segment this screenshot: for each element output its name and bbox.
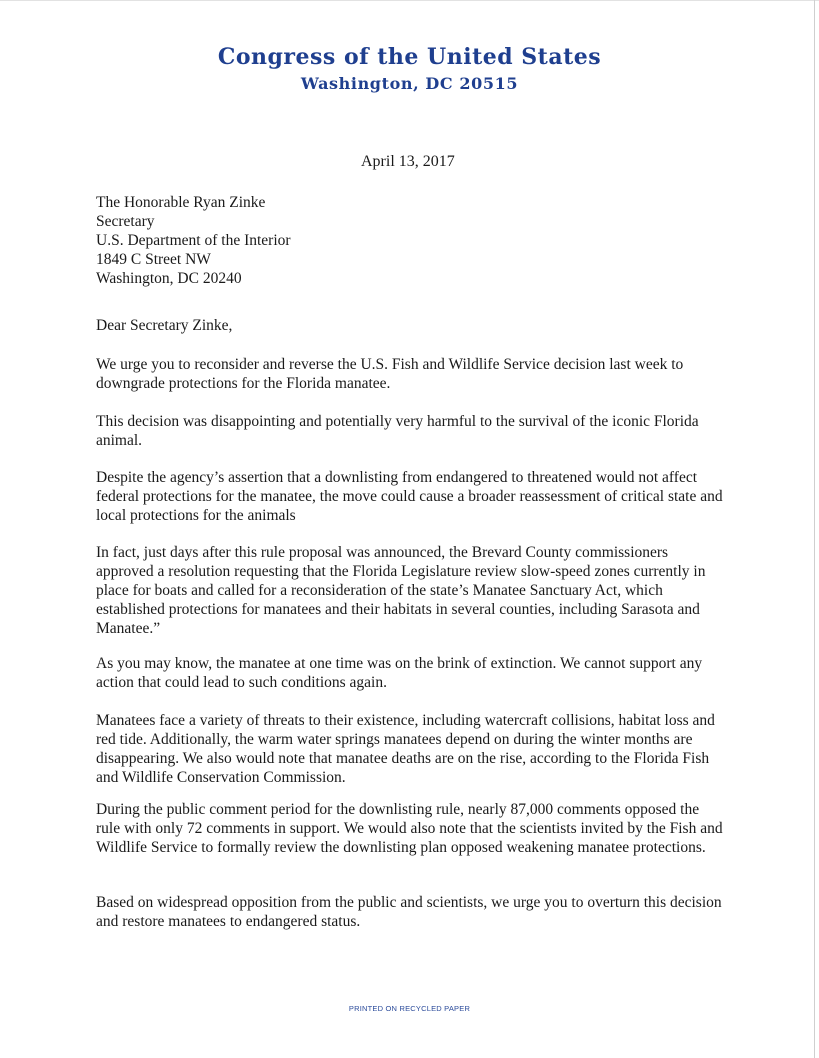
letterhead-title: Congress of the United States [217,44,602,70]
recipient-title: Secretary [96,213,155,230]
body-paragraph: During the public comment period for the downlisting rule, nearly 87,000 comments opposed the rule with only 72 comments in support. We would also note that the scientists invited by the Fish and Wildlife Service to formally review the downlisting plan opposed weakening manatee protections. [96,801,723,856]
body-paragraph: Manatees face a variety of threats to their existence, including watercraft collisions, habitat loss and red tide. Additionally, the warm water springs manatees depend on during the winter months are disappearing. We also would note that manatee deaths are on the rise, according to the Florida Fish and Wildlife Conservation Commission. [96,712,715,786]
body-paragraph: This decision was disappointing and potentially very harmful to the survival of the iconic Florida animal. [96,413,699,449]
recipient-address-block [96,193,291,288]
page-right-edge [814,0,815,1058]
letter-date: April 13, 2017 [361,153,455,170]
page-top-edge [0,0,819,1]
body-paragraph: Based on widespread opposition from the public and scientists, we urge you to overturn this decision and restore manatees to endangered status. [96,894,722,930]
recipient-city: Washington, DC 20240 [96,270,242,287]
recipient-department: U.S. Department of the Interior [96,232,291,249]
body-paragraph: As you may know, the manatee at one time was on the brink of extinction. We cannot support any action that could lead to such conditions again. [96,655,703,691]
salutation: Dear Secretary Zinke, [96,317,233,334]
recycled-paper-footer: PRINTED ON RECYCLED PAPER [348,1004,471,1013]
letterhead-address: Washington, DC 20515 [300,74,519,93]
body-paragraph: Despite the agency’s assertion that a downlisting from endangered to threatened would not affect federal protections for the manatee, the move could cause a broader reassessment of critical state and local protections for the animals [96,469,723,524]
recipient-name: The Honorable Ryan Zinke [96,194,266,211]
body-paragraph: In fact, just days after this rule proposal was announced, the Brevard County commissioners approved a resolution requesting that the Florida Legislature review slow-speed zones currently in place for boats and called for a reconsideration of the state’s Manatee Sanctuary Act, which established protections for manatees and their habitats in several counties, including Sarasota and Manatee.” [96,544,706,637]
body-paragraph: We urge you to reconsider and reverse the U.S. Fish and Wildlife Service decision last week to downgrade protections for the Florida manatee. [96,356,684,392]
recipient-street: 1849 C Street NW [96,251,211,268]
